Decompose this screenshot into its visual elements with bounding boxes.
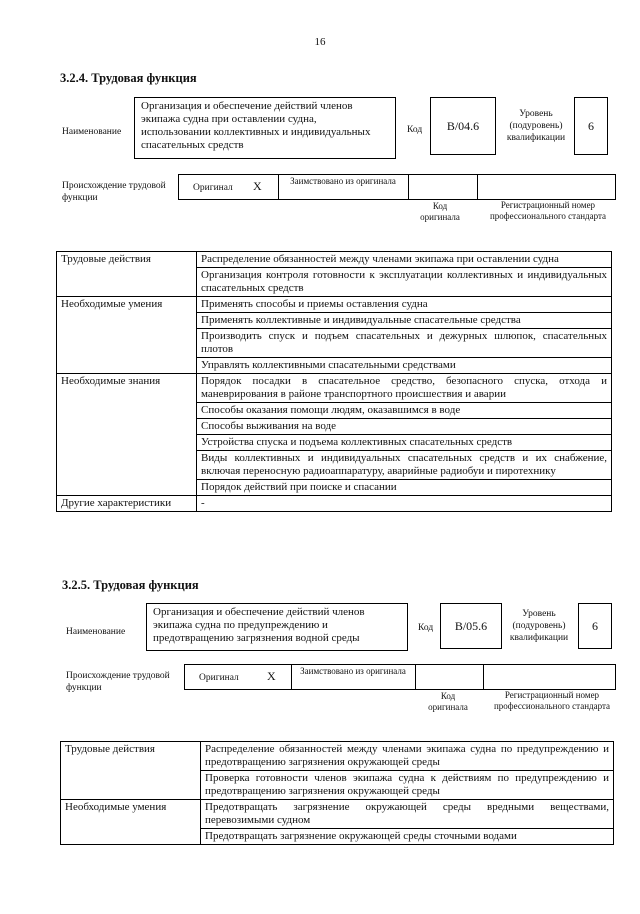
original-label: Оригинал	[193, 183, 233, 193]
original-mark: X	[253, 179, 262, 193]
origin-row	[178, 174, 616, 200]
table-cell: Организация контроля готовности к эксплуатации коллективных и индивидуальных спасательных средств	[197, 268, 612, 297]
page-number: 16	[314, 36, 326, 48]
function-name: Организация и обеспечение действий членов экипажа судна по предупреждению и предотвращению загрязнения водной среды	[146, 603, 408, 651]
table-cell: Порядок действий при поиске и спасании	[197, 480, 612, 496]
level-label: Уровень (подуровень) квалификации	[506, 109, 566, 143]
divider	[278, 175, 279, 199]
code-value: B/04.6	[430, 97, 496, 155]
name-label: Наименование	[62, 127, 122, 137]
name-label: Наименование	[66, 627, 126, 637]
category-cell: Необходимые умения	[57, 297, 197, 374]
table-cell: Производить спуск и подъем спасательных и дежурных шлюпок, спасательных плотов	[197, 329, 612, 358]
table-row	[57, 374, 612, 403]
table-cell: Виды коллективных и индивидуальных спасательных средств и их снабжение, включая переносную радиоаппаратуру, аварийные радиобуи и пиротехнику	[197, 451, 612, 480]
table-cell: Порядок посадки в спасательное средство, безопасного спуска, отхода и маневрирования в районе транспортного происшествия и аварии	[197, 374, 612, 403]
divider	[408, 175, 409, 199]
borrowed-label: Заимствовано из оригинала	[290, 176, 396, 186]
divider	[415, 665, 416, 689]
table-row	[57, 297, 612, 313]
table-cell: Управлять коллективными спасательными средствами	[197, 358, 612, 374]
table-row	[57, 496, 612, 512]
section-title: 3.2.4. Трудовая функция	[60, 71, 197, 85]
table-cell: Устройства спуска и подъема коллективных спасательных средств	[197, 435, 612, 451]
level-label: Уровень (подуровень) квалификации	[509, 609, 569, 643]
divider	[291, 665, 292, 689]
table-row	[61, 800, 614, 829]
origin-code-label: Код оригинала	[428, 691, 468, 712]
reg-number-label: Регистрационный номер профессионального стандарта	[489, 200, 607, 221]
function-name: Организация и обеспечение действий членов экипажа судна при оставлении судна, использовании коллективных и индивидуальных спасательных средств	[134, 97, 396, 159]
code-label: Код	[407, 125, 423, 135]
table-cell: Распределение обязанностей между членами экипажа при оставлении судна	[197, 252, 612, 268]
borrowed-label: Заимствовано из оригинала	[300, 666, 406, 676]
category-cell: Трудовые действия	[57, 252, 197, 297]
table-cell: Проверка готовности членов экипажа судна к действиям по предупреждению и предотвращению загрязнения окружающей среды	[201, 771, 614, 800]
code-value: B/05.6	[440, 603, 502, 649]
function-table	[56, 251, 612, 512]
category-cell: Трудовые действия	[61, 742, 201, 800]
origin-code-label: Код оригинала	[420, 201, 460, 222]
category-cell: Другие характеристики	[57, 496, 197, 512]
table-cell: Применять способы и приемы оставления судна	[197, 297, 612, 313]
table-row	[61, 742, 614, 771]
divider	[483, 665, 484, 689]
origin-row	[184, 664, 616, 690]
level-value: 6	[574, 97, 608, 155]
section-title: 3.2.5. Трудовая функция	[62, 578, 199, 592]
reg-number-label: Регистрационный номер профессионального стандарта	[493, 690, 611, 711]
divider	[477, 175, 478, 199]
category-cell: Необходимые умения	[61, 800, 201, 845]
code-label: Код	[418, 623, 434, 633]
table-row	[57, 252, 612, 268]
table-cell: Предотвращать загрязнение окружающей среды сточными водами	[201, 829, 614, 845]
table-cell: Способы оказания помощи людям, оказавшимся в воде	[197, 403, 612, 419]
table-cell: Применять коллективные и индивидуальные спасательные средства	[197, 313, 612, 329]
origin-label: Происхождение трудовой функции	[66, 671, 170, 693]
table-cell: -	[197, 496, 612, 512]
table-cell: Способы выживания на воде	[197, 419, 612, 435]
original-label: Оригинал	[199, 673, 239, 683]
level-value: 6	[578, 603, 612, 649]
function-table	[60, 741, 614, 845]
original-mark: X	[267, 669, 276, 683]
table-cell: Предотвращать загрязнение окружающей среды вредными веществами, перевозимыми судном	[201, 800, 614, 829]
category-cell: Необходимые знания	[57, 374, 197, 496]
table-cell: Распределение обязанностей между членами экипажа судна по предупреждению и предотвращению загрязнения окружающей среды	[201, 742, 614, 771]
origin-label: Происхождение трудовой функции	[62, 181, 166, 203]
